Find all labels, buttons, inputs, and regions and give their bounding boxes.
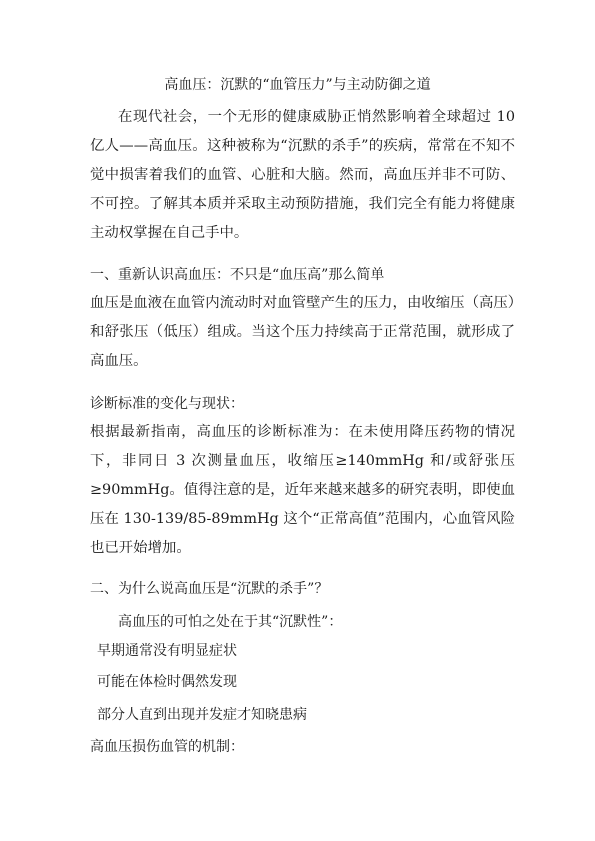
diagnosis-paragraph: 根据最新指南，高血压的诊断标准为：在未使用降压药物的情况下，非同日 3 次测量血压，收缩压≥140mmHg 和/或舒张压≥90mmHg。值得注意的是，近年来越来越多的研究表明，即使血压在 130-139/85-89mmHg 这个“正常高值”范围内，心血管风险也已开始增加。 [90, 424, 515, 556]
silent-item: 可能在体检时偶然发现 [97, 674, 237, 690]
silent-intro: 高血压的可怕之处在于其“沉默性”： [118, 614, 343, 630]
section1-paragraph: 血压是血液在血管内流动时对血管壁产生的压力，由收缩压（高压）和舒张压（低压）组成。当这个压力持续高于正常范围，就形成了高血压。 [90, 295, 515, 369]
diagnosis-heading: 诊断标准的变化与现状： [90, 396, 244, 412]
section1-heading: 一、重新认识高血压：不只是“血压高”那么简单 [90, 267, 385, 283]
intro-paragraph: 在现代社会，一个无形的健康威胁正悄然影响着全球超过 10 亿人——高血压。这种被称为“沉默的杀手”的疾病，常常在不知不觉中损害着我们的血管、心脏和大脑。然而，高血压并非不可防、不可控。了解其本质并采取主动预防措施，我们完全有能力将健康主动权掌握在自己手中。 [90, 109, 515, 241]
silent-item: 早期通常没有明显症状 [97, 643, 237, 659]
document-title: 高血压：沉默的“血管压力”与主动防御之道 [164, 77, 431, 93]
silent-item: 部分人直到出现并发症才知晓患病 [97, 707, 307, 723]
section2-heading: 二、为什么说高血压是“沉默的杀手”？ [90, 581, 329, 597]
mechanism-heading: 高血压损伤血管的机制： [90, 739, 244, 755]
